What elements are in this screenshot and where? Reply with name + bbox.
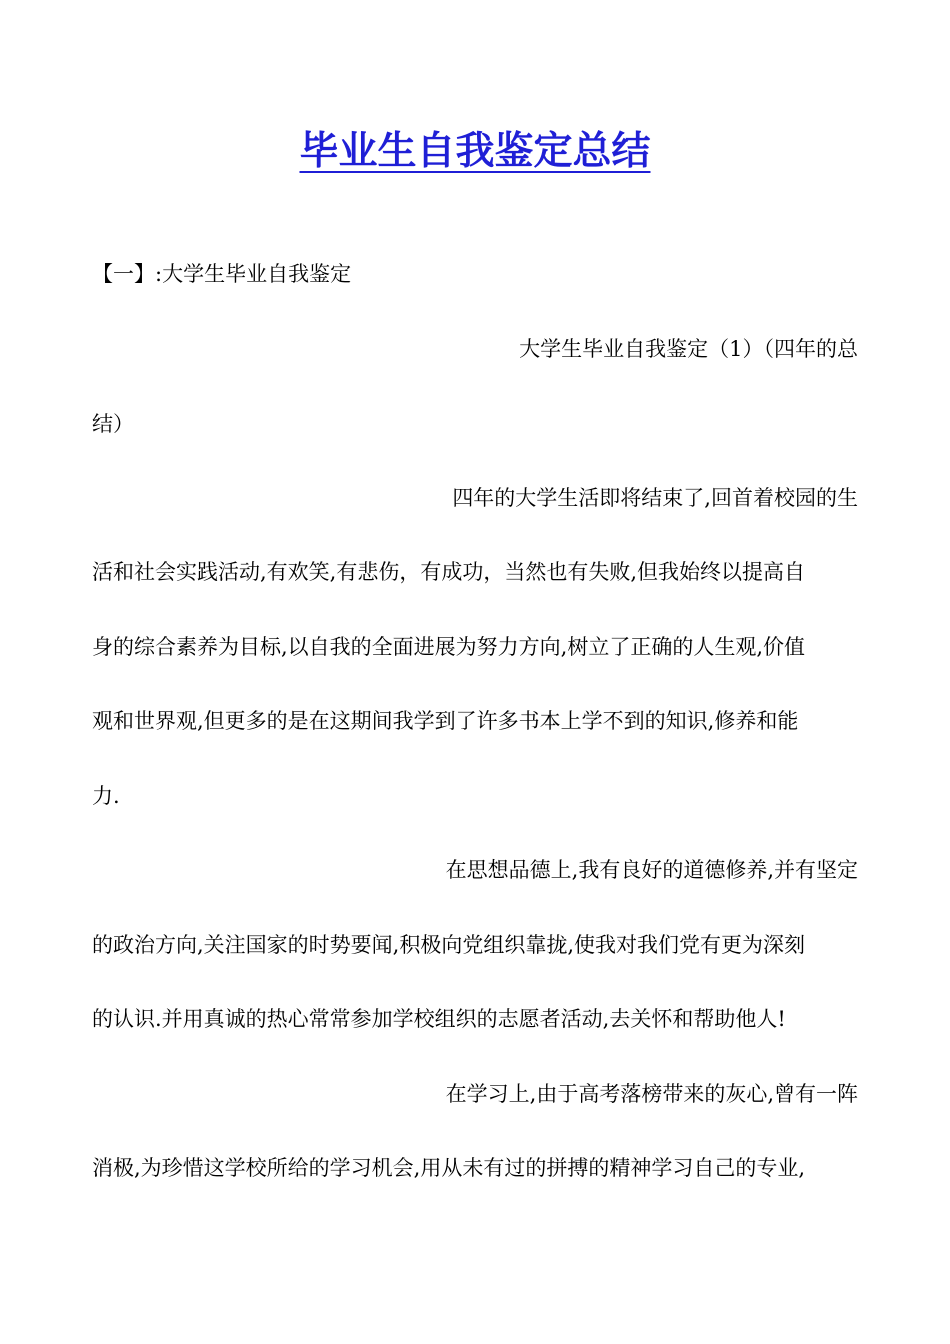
subtitle-line-2: 结） xyxy=(92,412,134,436)
section-heading: 【一】:大学生毕业自我鉴定 xyxy=(92,262,352,286)
paragraph-1-line-3: 身的综合素养为目标,以自我的全面进展为努力方向,树立了正确的人生观,价值 xyxy=(92,635,806,659)
paragraph-2-line-2: 的政治方向,关注国家的时势要闻,积极向党组织靠拢,使我对我们党有更为深刻 xyxy=(92,933,806,957)
paragraph-2-line-1: 在思想品德上,我有良好的道德修养,并有坚定 xyxy=(445,858,858,882)
paragraph-1-line-4: 观和世界观,但更多的是在这期间我学到了许多书本上学不到的知识,修养和能 xyxy=(92,709,799,733)
paragraph-3-line-2: 消极,为珍惜这学校所给的学习机会,用从未有过的拼搏的精神学习自己的专业, xyxy=(92,1156,806,1180)
document-title-link[interactable]: 毕业生自我鉴定总结 xyxy=(299,129,651,174)
paragraph-1-line-1: 四年的大学生活即将结束了,回首着校园的生 xyxy=(452,486,858,510)
document-title[interactable] xyxy=(0,122,950,182)
paragraph-1-line-5: 力. xyxy=(92,784,120,808)
paragraph-1-line-2: 活和社会实践活动,有欢笑,有悲伤，有成功，当然也有失败,但我始终以提高自 xyxy=(92,560,806,584)
subtitle-line-1: 大学生毕业自我鉴定（1）（四年的总 xyxy=(519,337,858,361)
paragraph-2-line-3: 的认识.并用真诚的热心常常参加学校组织的志愿者活动,去关怀和帮助他人! xyxy=(92,1007,786,1031)
paragraph-3-line-1: 在学习上,由于高考落榜带来的灰心,曾有一阵 xyxy=(445,1082,858,1106)
